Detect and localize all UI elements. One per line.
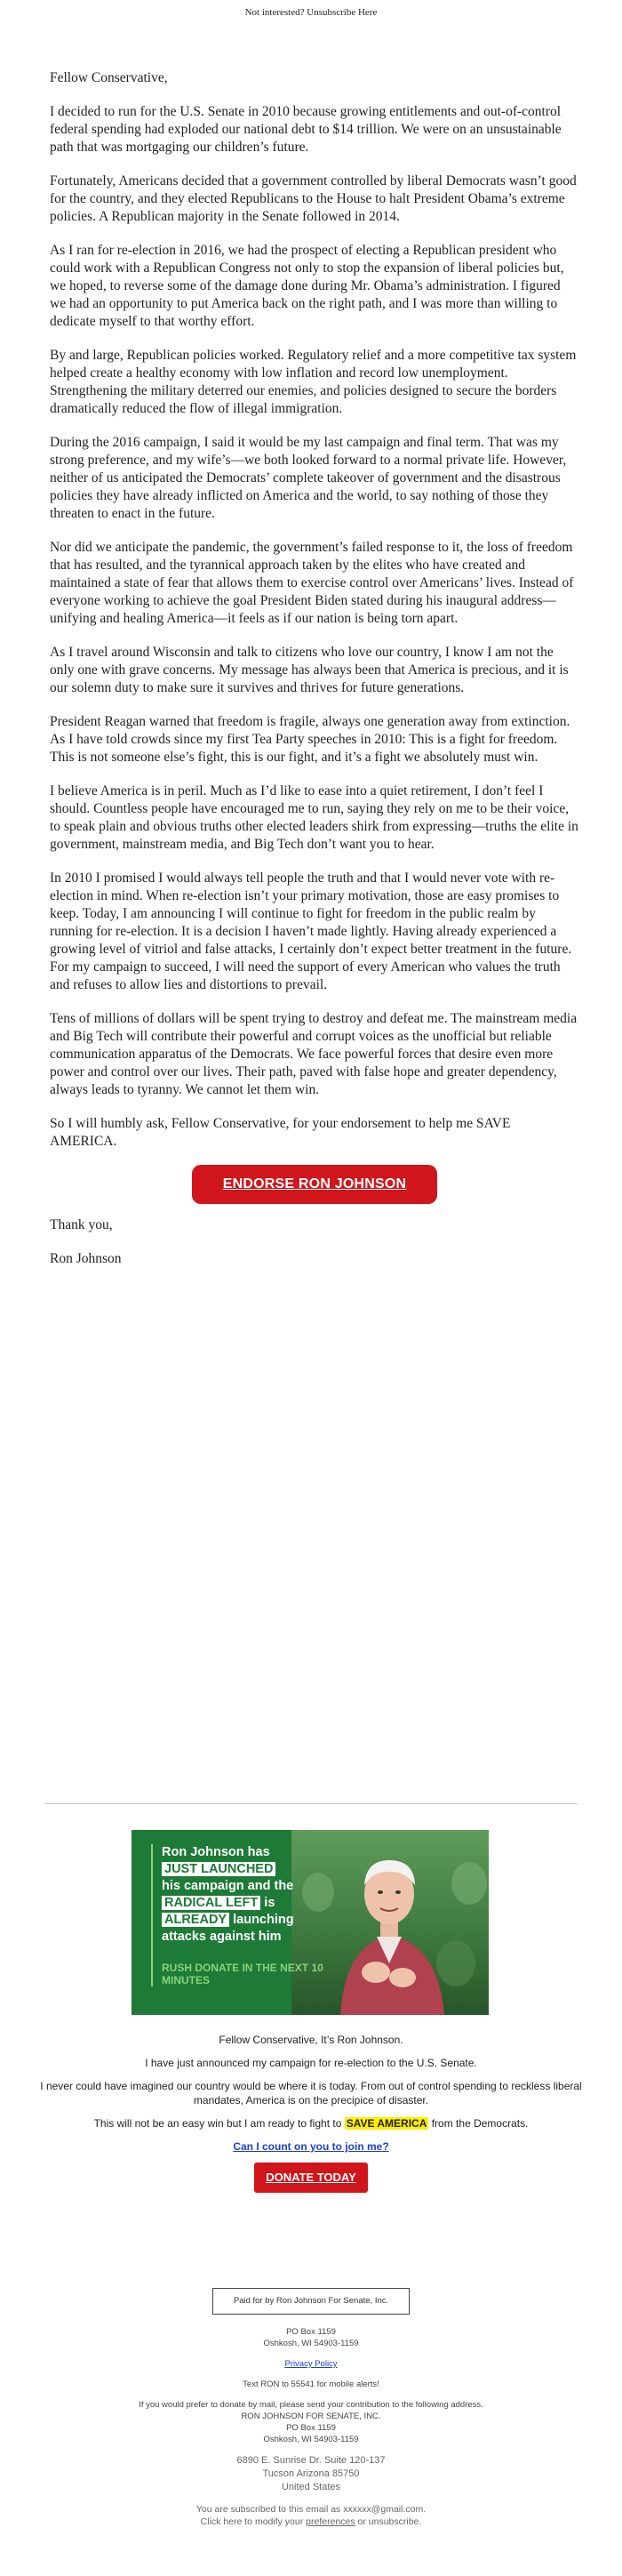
promo-text: from the Democrats. (428, 2117, 529, 2130)
street-address: 6890 E. Sunrise Dr. Suite 120-137 (236, 2455, 386, 2466)
banner-cta: RUSH DONATE IN THE NEXT 10 MINUTES (162, 1962, 323, 1986)
unsubscribe-header (0, 7, 622, 18)
donate-today-button[interactable]: DONATE TODAY (254, 2163, 368, 2193)
promo-paragraph: I have just announced my campaign for re-election to the U.S. Senate. (145, 2057, 477, 2069)
letter-greeting: Fellow Conservative, (50, 70, 168, 85)
letter-body (50, 69, 579, 1284)
promo-paragraph: I never could have imagined our country would be where it is today. From out of control spending to reckless liberal mandates, America is on the precipice of disaster. (40, 2080, 582, 2107)
po-box: PO Box 1159 (286, 2423, 336, 2433)
letter-paragraph: So I will humbly ask, Fellow Conservative, for your endorsement to help me SAVE AMERICA. (50, 1116, 511, 1149)
endorse-button-wrap (50, 1165, 579, 1204)
subscribed-email: You are subscribed to this email as xxxxxx@gmail.com. (195, 2504, 427, 2515)
promo-banner[interactable] (132, 1830, 489, 2015)
save-america-highlight: SAVE AMERICA (346, 2117, 427, 2130)
banner-highlight: JUST LAUNCHED (162, 1862, 275, 1876)
city-state: Oshkosh, WI 54903-1159 (263, 2435, 359, 2444)
letter-signature: Ron Johnson (50, 1251, 122, 1266)
promo-paragraph (36, 2116, 586, 2131)
privacy-policy-link[interactable]: Privacy Policy (284, 2359, 338, 2369)
banner-highlight: RADICAL LEFT (162, 1896, 260, 1910)
promo-section (36, 2033, 586, 2202)
preferences-link[interactable]: preferences (306, 2516, 355, 2527)
letter-closing: Thank you, (50, 1217, 113, 1232)
unsubscribe-link[interactable]: Not interested? Unsubscribe Here (244, 7, 378, 18)
org-name: RON JOHNSON FOR SENATE, INC. (241, 2411, 381, 2421)
mail-donation-note: If you would prefer to donate by mail, please send your contribution to the following address. (139, 2400, 483, 2410)
subscription-info (53, 2503, 569, 2528)
join-me-link[interactable]: Can I count on you to join me? (233, 2140, 389, 2153)
letter-paragraph: By and large, Republican policies worked. Regulatory relief and a more competitive tax system helped create a healthy economy with low inflation and record low unemployment. Strengthening the military deterred our enemies, and policies designed to secure the borders dramatically reduced the flow of illegal immigration. (50, 348, 577, 416)
banner-line: is (260, 1896, 275, 1910)
letter-paragraph: Fortunately, Americans decided that a government controlled by liberal Democrats wasn’t good for the country, and they elected Republicans to the House to halt President Obama’s extreme policies. A Republican majority in the Senate followed in 2014. (50, 173, 577, 224)
modify-text: or unsubscribe. (355, 2516, 422, 2527)
city-state: Tucson Arizona 85750 (262, 2468, 360, 2479)
email-footer (53, 2326, 569, 2528)
letter-paragraph: As I ran for re-election in 2016, we had the prospect of electing a Republican president who could work with a Republican Congress not only to stop the expansion of liberal policies but, we hoped, to reverse some of the damage done during Mr. Obama’s administration. I figured we had an opportunity to put America back on the right path, and I was more than willing to dedicate myself to that worthy effort. (50, 243, 564, 329)
letter-paragraph: Nor did we anticipate the pandemic, the government’s failed response to it, the loss of freedom that has resulted, and the tyrannical approach taken by the elites who have created and maintained a state of fear that allows them to exercise control over Americans’ lives. Instead of everyone working to achieve the goal President Biden stated during his inaugural address—unifying and healing America—it feels as if our nation is being torn apart. (50, 540, 574, 626)
city-state: Oshkosh, WI 54903-1159 (263, 2339, 359, 2348)
letter-paragraph: President Reagan warned that freedom is fragile, always one generation away from extinction. As I have told crowds since my first Tea Party speeches in 2010: This is a fight for freedom. This is not someone else’s fight, this is our fight, and it’s a fight we absolutely must win. (50, 714, 570, 765)
text-alerts: Text RON to 55541 for mobile alerts! (243, 2379, 379, 2389)
banner-highlight: ALREADY (162, 1913, 229, 1927)
donation-address (53, 2411, 569, 2445)
banner-headline (151, 1844, 339, 1986)
modify-text: Click here to modify your (200, 2516, 307, 2527)
letter-paragraph: I decided to run for the U.S. Senate in 2010 because growing entitlements and out-of-control federal spending had exploded our national debt to $14 trillion. We were on an unsustainable path that was mortgaging our children’s future. (50, 104, 562, 155)
endorse-button[interactable]: ENDORSE RON JOHNSON (192, 1165, 437, 1204)
mailing-address (53, 2326, 569, 2349)
country: United States (281, 2482, 341, 2492)
paid-for-disclaimer: Paid for by Ron Johnson For Senate, Inc. (212, 2288, 410, 2315)
promo-text: This will not be an easy win but I am ready to fight to (93, 2117, 345, 2130)
promo-greeting: Fellow Conservative, It’s Ron Johnson. (219, 2034, 403, 2046)
letter-paragraph: Tens of millions of dollars will be spent trying to destroy and defeat me. The mainstream media and Big Tech will contribute their powerful and corrupt voices as the unofficial but reliable communication apparatus of the Democrats. We face powerful forces that desire even more power and control over our lives. Their path, paved with false hope and greater dependency, always leads to tyranny. We cannot let them win. (50, 1011, 578, 1097)
banner-line: Ron Johnson has (162, 1845, 270, 1859)
letter-paragraph: As I travel around Wisconsin and talk to citizens who love our country, I know I am not the only one with grave concerns. My message has always been that America is precious, and it is our solemn duty to make sure it survives and thrives for future generations. (50, 645, 569, 695)
banner-line: his campaign and the (162, 1879, 294, 1893)
letter-paragraph: I believe America is in peril. Much as I’d like to ease into a quiet retirement, I don’t feel I should. Countless people have encouraged me to run, saying they rely on me to be their voice, to speak plain and obvious truths other elected leaders shirk from expressing—truths the elite in government, mainstream media, and Big Tech don’t want you to hear. (50, 783, 578, 852)
physical-address (53, 2454, 569, 2494)
banner-line: launching attacks against him (162, 1913, 294, 1944)
po-box: PO Box 1159 (286, 2327, 336, 2337)
letter-paragraph: During the 2016 campaign, I said it would be my last campaign and final term. That was my strong preference, and my wife’s—we both looked forward to a normal private life. However, neither of us anticipated the Democrats’ complete takeover of government and the disastrous policies they have already inflicted on America and the world, to say nothing of those they threaten to enact in the future. (50, 435, 567, 521)
letter-paragraph: In 2010 I promised I would always tell people the truth and that I would never vote with re-election in mind. When re-election isn’t your primary motivation, those are easy promises to keep. Today, I am announcing I will continue to fight for freedom in the public realm by running for re-election. It is a decision I haven’t made lightly. Having already experienced a growing level of vitriol and false attacks, I certainly don’t expect better treatment in the future. For my campaign to succeed, I will need the support of every American who values the truth and refuses to allow lies and distortions to prevail. (50, 871, 572, 992)
section-divider (44, 1803, 578, 1804)
